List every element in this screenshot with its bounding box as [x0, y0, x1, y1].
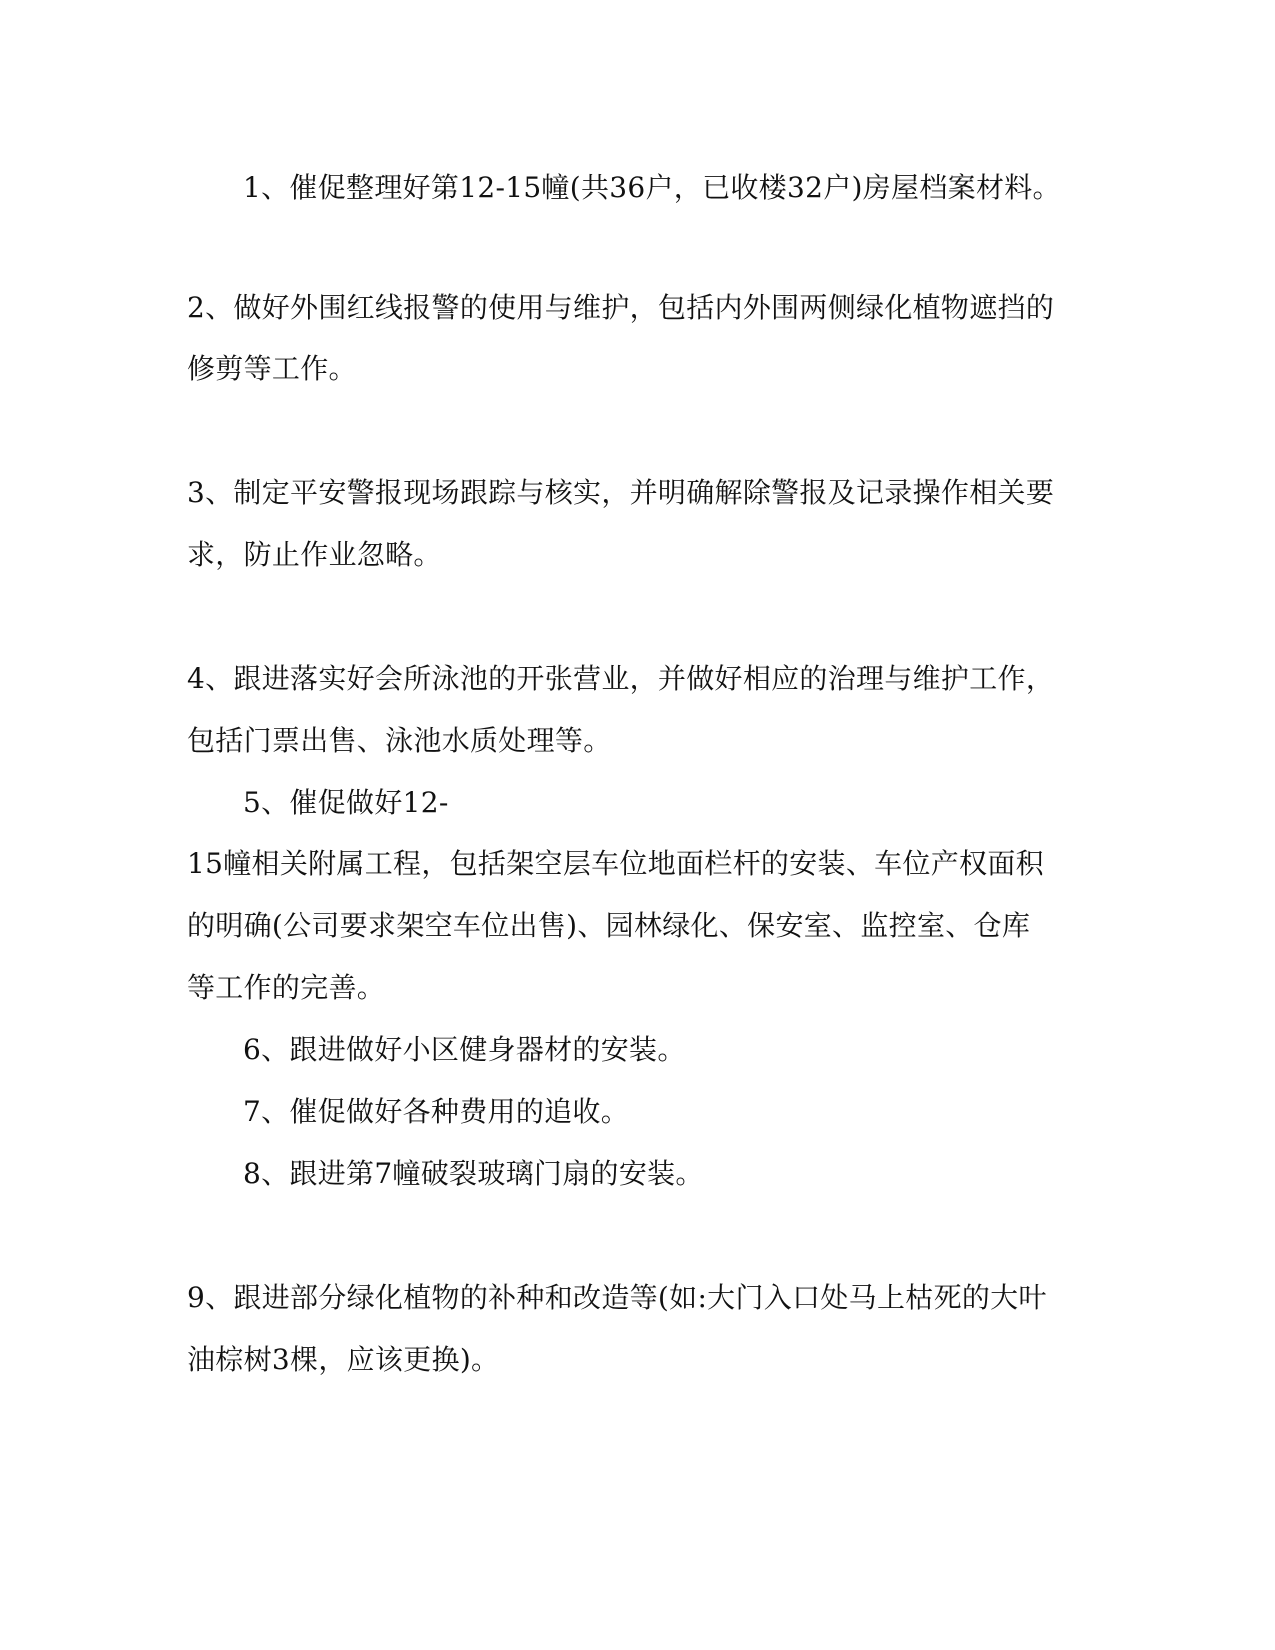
item-5-line-4: 等工作的完善。: [187, 971, 386, 1004]
item-3-line-2: 求，防止作业忽略。: [187, 538, 442, 571]
item-5-line-1: 5、催促做好12-: [243, 786, 449, 819]
item-5-line-3: 的明确(公司要求架空车位出售)、园林绿化、保安室、监控室、仓库: [187, 909, 1031, 942]
item-2-line-2: 修剪等工作。: [187, 352, 357, 385]
item-4-line-2: 包括门票出售、泳池水质处理等。: [187, 724, 612, 757]
item-3-line-1: 3、制定平安警报现场跟踪与核实，并明确解除警报及记录操作相关要: [187, 476, 1055, 509]
item-6-line-1: 6、跟进做好小区健身器材的安装。: [243, 1033, 686, 1066]
item-2-line-1: 2、做好外围红线报警的使用与维护，包括内外围两侧绿化植物遮挡的: [187, 291, 1055, 324]
item-7-line-1: 7、催促做好各种费用的追收。: [243, 1095, 630, 1128]
item-9-line-2: 油棕树3棵，应该更换)。: [187, 1343, 500, 1376]
item-4-line-1: 4、跟进落实好会所泳池的开张营业，并做好相应的治理与维护工作，: [187, 662, 1055, 695]
item-5-line-2: 15幢相关附属工程，包括架空层车位地面栏杆的安装、车位产权面积: [187, 847, 1044, 880]
item-1-line-1: 1、催促整理好第12-15幢(共36户，已收楼32户)房屋档案材料。: [243, 171, 1061, 204]
item-9-line-1: 9、跟进部分绿化植物的补种和改造等(如:大门入口处马上枯死的大叶: [187, 1281, 1047, 1314]
item-8-line-1: 8、跟进第7幢破裂玻璃门扇的安装。: [243, 1157, 704, 1190]
